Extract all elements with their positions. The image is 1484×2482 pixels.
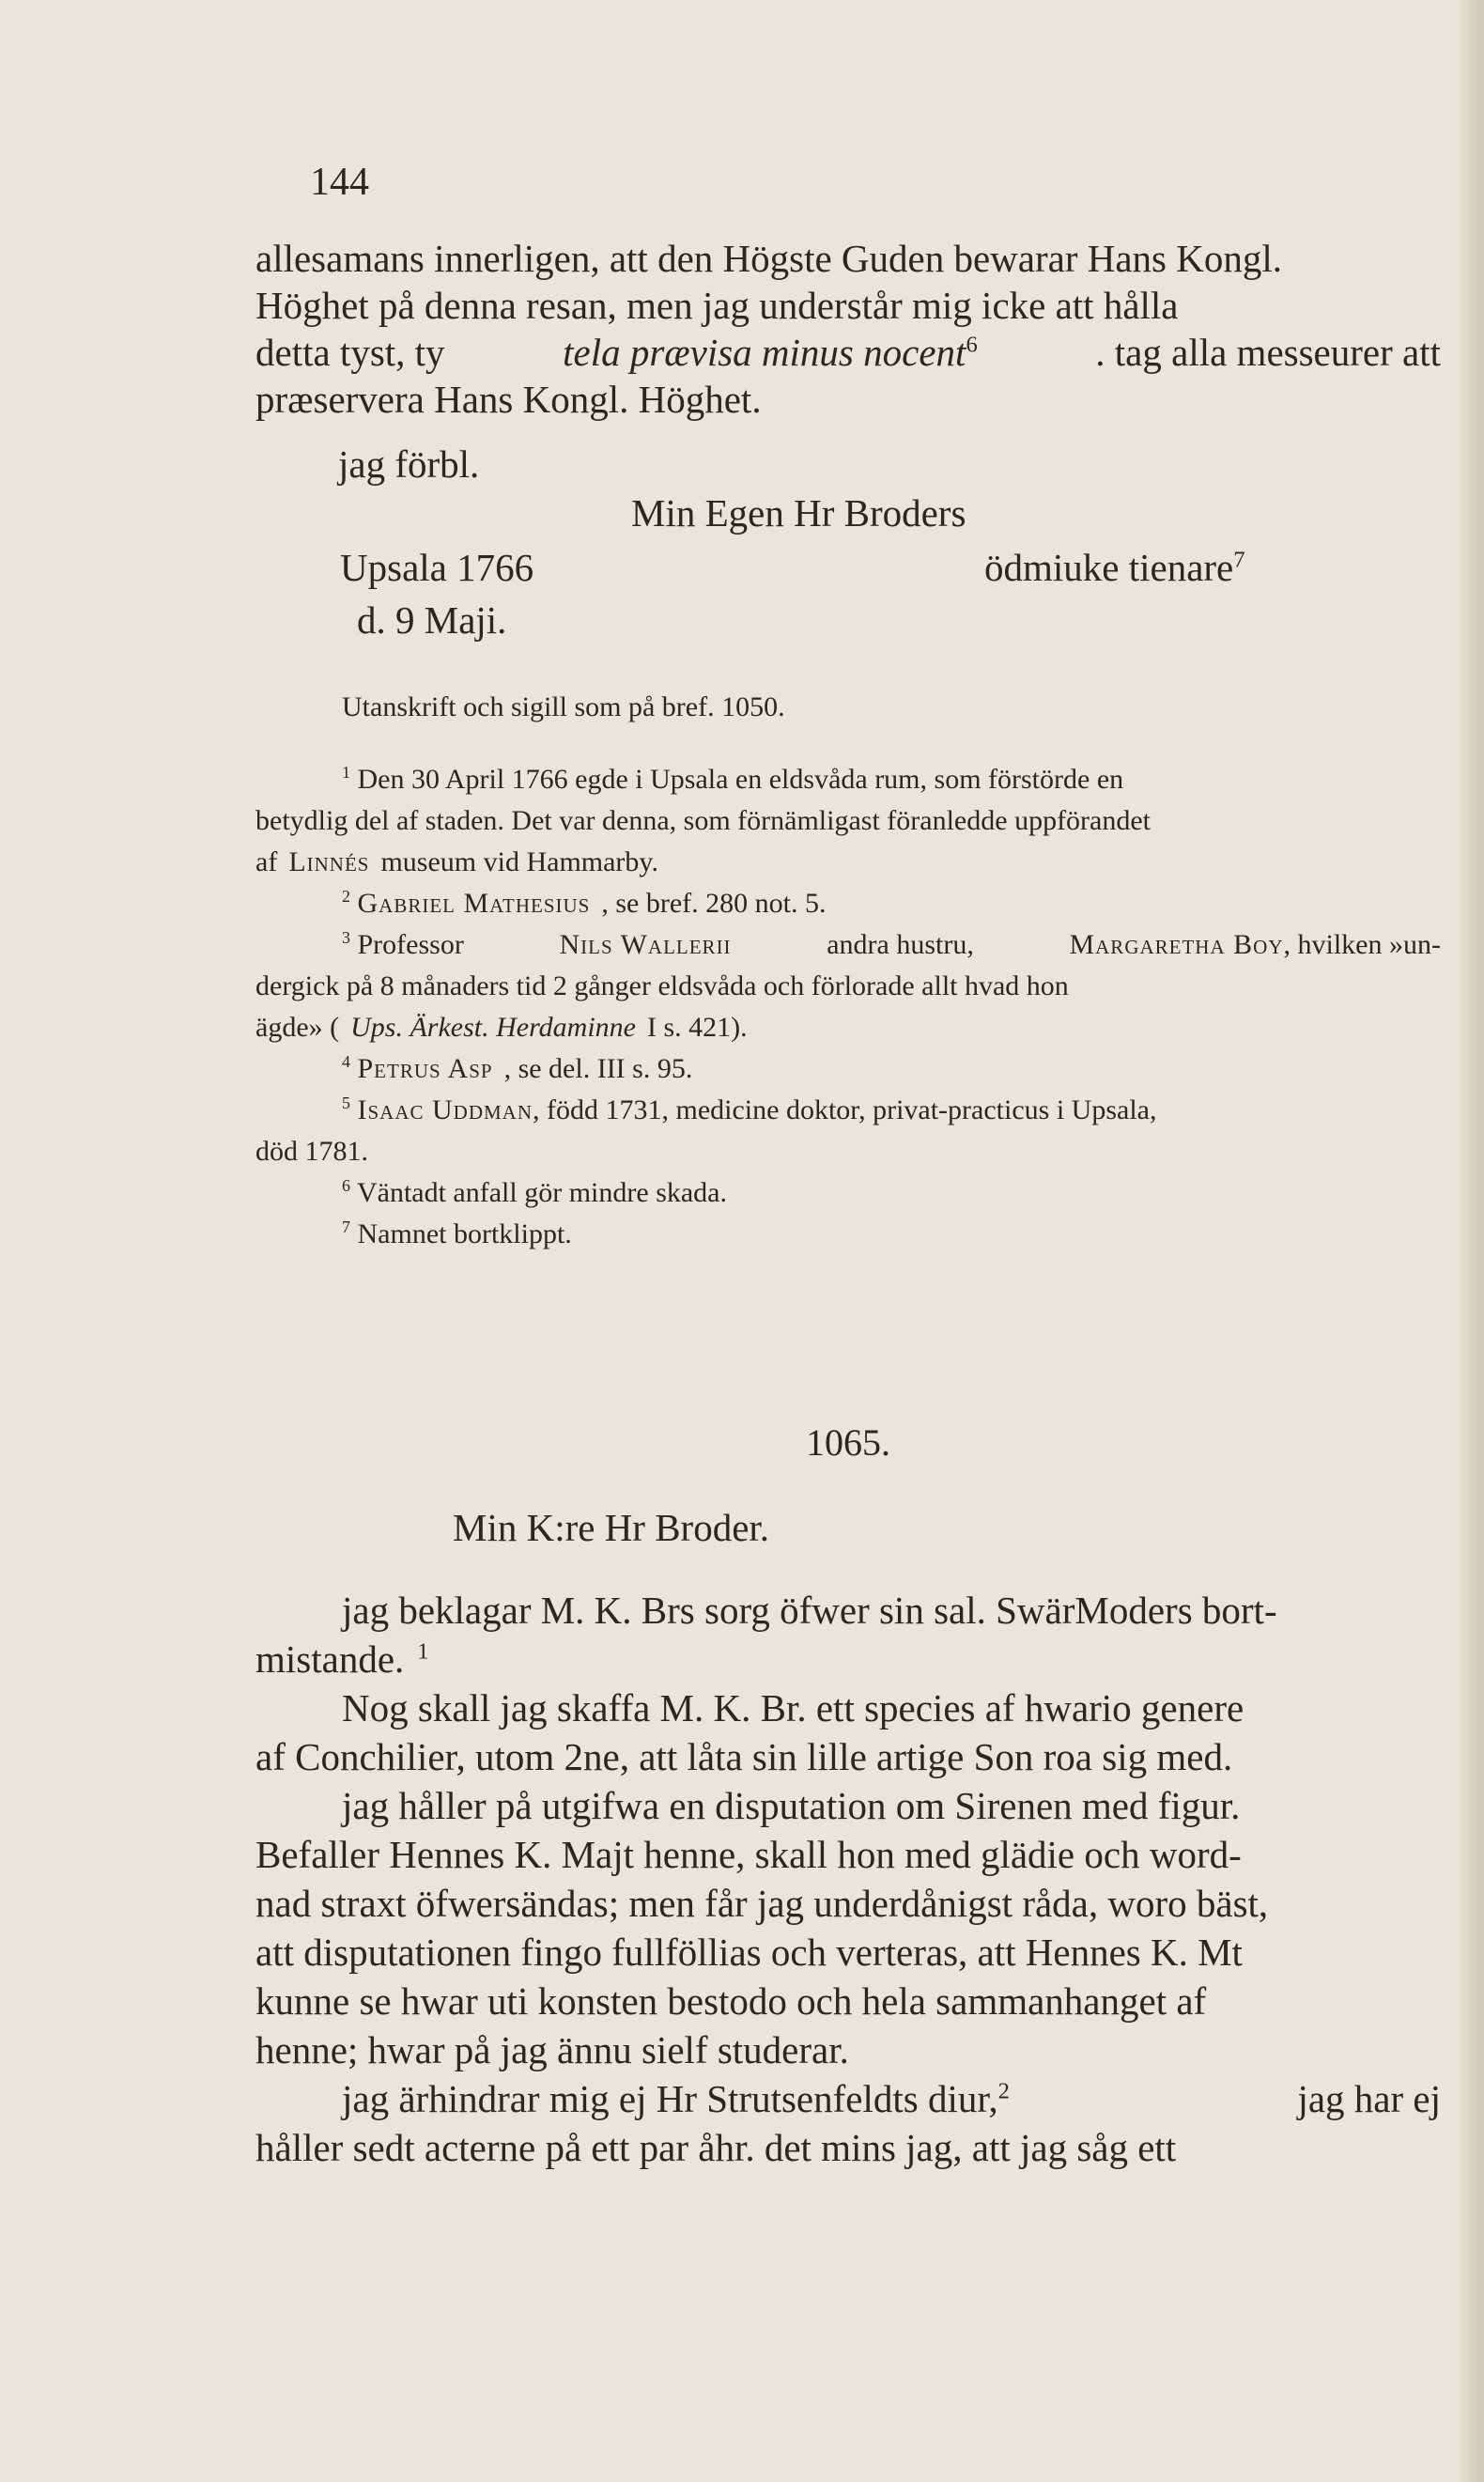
body-line: Höghet på denna resan, men jag understår mig icke att hålla (255, 284, 1179, 327)
footnote-ref: 2 (997, 2078, 1010, 2104)
footnote-5: $^5$ Isaac Uddman, född 1731, medicine doktor, privat-practicus i Upsala, (342, 1094, 1157, 1125)
body-line: jag ärhindrar mig ej Hr Strutsenfeldts diur,$^2$ jag har ej (342, 2077, 1441, 2120)
body-line: kunne se hwar uti konsten bestodo och hela sammanhanget af (255, 1979, 1207, 2023)
body-line: detta tyst, ty tela prævisa minus nocent$^6$ . tag alla messeurer att (255, 331, 1441, 374)
footnote-3-cont: ägde» ( Ups. Ärkest. Herdaminne I s. 421). (255, 1012, 748, 1043)
body-line: af Conchilier, utom 2ne, att låta sin lille artige Son roa sig med. (255, 1735, 1233, 1778)
body-line: att disputationen fingo fullföllias och verteras, att Hennes K. Mt (255, 1931, 1243, 1974)
footnote-ref: 6 (966, 332, 978, 358)
closing-date: d. 9 Maji. (357, 598, 507, 642)
footnote-1: $^1$ Den 30 April 1766 egde i Upsala en eldsvåda rum, som förstörde en (342, 763, 1124, 795)
footnote-7: $^7$ Namnet bortklippt. (342, 1218, 572, 1249)
body-line: Befaller Hennes K. Majt henne, skall hon med glädie och word- (255, 1833, 1242, 1876)
page-number: 144 (310, 161, 369, 204)
closing-signature: ödmiuke tienare$^7$ (984, 546, 1245, 589)
footnote-3-cont: dergick på 8 månaders tid 2 gånger eldsvåda och förlorade allt hvad hon (255, 970, 1069, 1001)
footnote-1-cont: af Linnés museum vid Hammarby. (255, 846, 658, 877)
letter-number: 1065. (806, 1421, 890, 1464)
footnote-ref: 7 (1233, 547, 1245, 573)
body-line: mistande. $^1$ (255, 1637, 429, 1681)
footnotes (255, 759, 1441, 1255)
page-edge-shadow (1456, 0, 1484, 2482)
latin-phrase: tela prævisa minus nocent (563, 331, 966, 374)
letter-salutation: Min K:re Hr Broder. (453, 1506, 770, 1549)
body-line: henne; hwar på jag ännu sielf studerar. (255, 2028, 849, 2071)
body-line: jag håller på utgifwa en disputation om Sirenen med figur. (342, 1784, 1241, 1827)
body-line: jag beklagar M. K. Brs sorg öfwer sin sal. SwärModers bort- (342, 1589, 1277, 1632)
footnote-ref: 1 (417, 1638, 429, 1665)
body-line: håller sedt acterne på ett par åhr. det mins jag, att jag såg ett (255, 2126, 1177, 2169)
footnote-1-cont: betydlig del af staden. Det var denna, som förnämligast föranledde uppförandet (255, 805, 1152, 836)
body-line: Nog skall jag skaffa M. K. Br. ett species af hwario genere (342, 1686, 1244, 1730)
footnote-2: $^2$ Gabriel Mathesius , se bref. 280 not. 5. (342, 887, 827, 919)
body-line: allesamans innerligen, att den Högste Guden bewarar Hans Kongl. (255, 237, 1283, 280)
closing-forbl: jag förbl. (338, 442, 480, 486)
footnote-5-cont: död 1781. (255, 1136, 368, 1167)
footnote-3: $^3$ Professor Nils Wallerii andra hustru, Margaretha Boy, hvilken »un- (342, 928, 1441, 960)
letter-1064-ending (255, 235, 1441, 423)
body-line: nad straxt öfwersändas; men får jag underdånigst råda, woro bäst, (255, 1882, 1269, 1925)
closing-salutation: Min Egen Hr Broders (631, 491, 966, 535)
footnote-6: $^6$ Väntadt anfall gör mindre skada. (342, 1176, 727, 1208)
letter-1065-body (255, 1586, 1441, 2172)
closing-place: Upsala 1766 (340, 546, 534, 589)
source-note: Utanskrift och sigill som på bref. 1050. (342, 691, 785, 722)
body-line: præservera Hans Kongl. Höghet. (255, 378, 762, 421)
footnote-4: $^4$ Petrus Asp , se del. III s. 95. (342, 1052, 693, 1084)
